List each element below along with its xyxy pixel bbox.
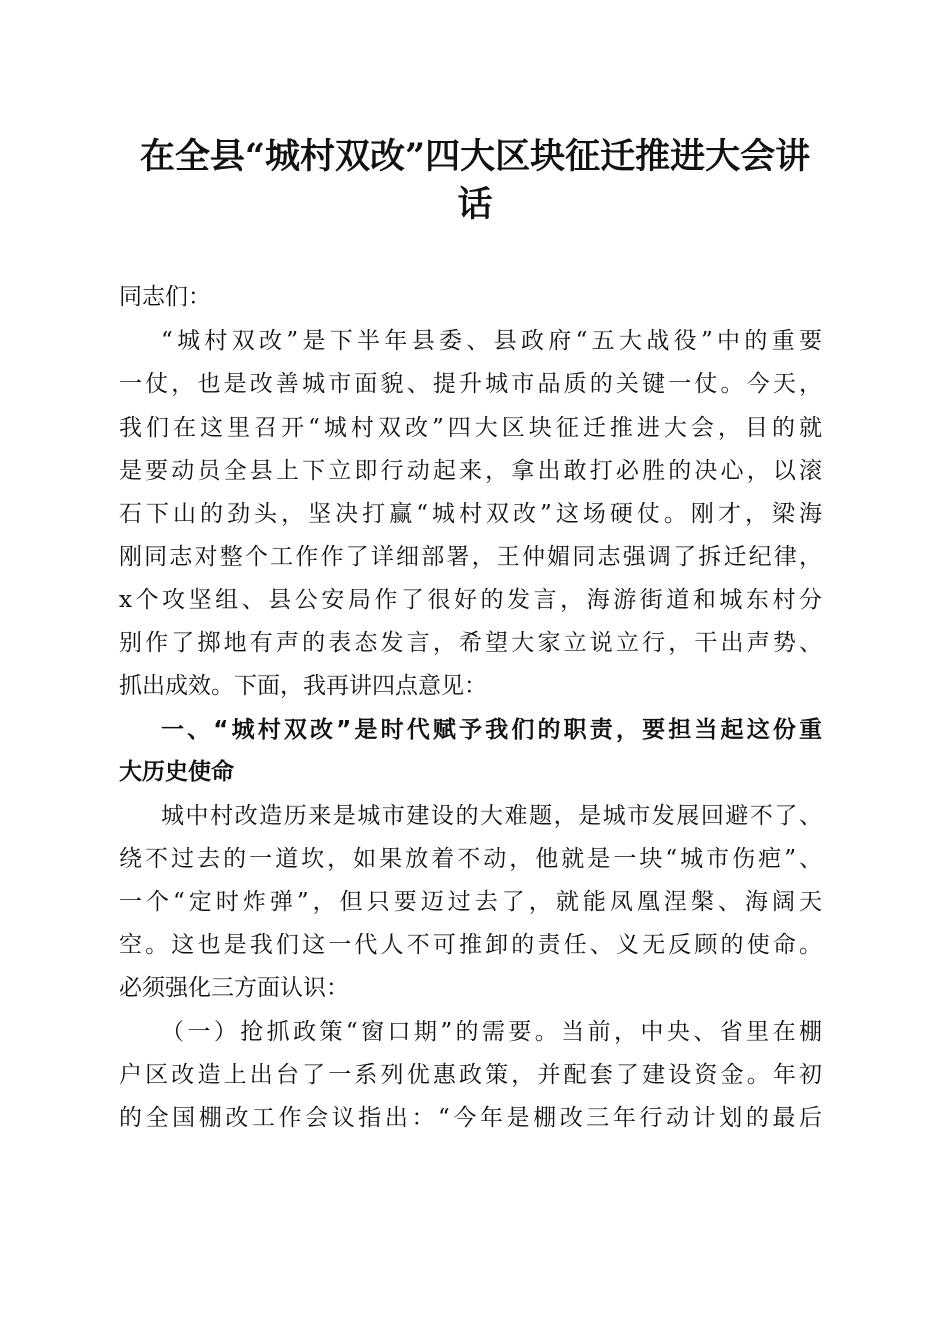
body-line: 一仗，也是改善城市面貌、提升城市品质的关键一仗。今天， bbox=[119, 371, 822, 397]
body-line: “城村双改”是下半年县委、县政府“五大战役”中的重要 bbox=[161, 328, 822, 354]
body-line: 的全国棚改工作会议指出：“今年是棚改三年行动计划的最后 bbox=[119, 1105, 822, 1131]
body-line: 户区改造上出台了一系列优惠政策，并配套了建设资金。年初 bbox=[119, 1062, 822, 1088]
section-heading-1: 一、“城村双改”是时代赋予我们的职责，要担当起这份重 bbox=[161, 717, 822, 743]
document-title-line-1: 在全县“城村双改”四大区块征迁推进大会讲 bbox=[139, 136, 811, 177]
body-line: 必须强化三方面认识： bbox=[119, 975, 349, 1001]
body-line: 我们在这里召开“城村双改”四大区块征迁推进大会，目的就 bbox=[119, 415, 822, 441]
section-heading-1-cont: 大历史使命 bbox=[119, 759, 234, 785]
subsection-line: （一）抢抓政策“窗口期”的需要。当前，中央、省里在棚 bbox=[161, 1019, 822, 1045]
body-line: 石下山的劲头，坚决打赢“城村双改”这场硬仗。刚才，梁海 bbox=[119, 501, 822, 527]
document-title-line-2: 话 bbox=[457, 184, 493, 225]
salutation: 同志们： bbox=[119, 284, 211, 310]
body-line: 刚同志对整个工作作了详细部署，王仲媚同志强调了拆迁纪律， bbox=[119, 544, 822, 570]
body-line: 一个“定时炸弹”，但只要迈过去了，就能凤凰涅槃、海阔天 bbox=[119, 889, 822, 915]
body-line: 别作了掷地有声的表态发言，希望大家立说立行，干出声势、 bbox=[119, 630, 822, 656]
body-line: x个攻坚组、县公安局作了很好的发言，海游街道和城东村分 bbox=[119, 587, 822, 613]
body-line: 空。这也是我们这一代人不可推卸的责任、义无反顾的使命。 bbox=[119, 932, 822, 958]
body-line: 城中村改造历来是城市建设的大难题，是城市发展回避不了、 bbox=[161, 803, 822, 829]
body-line: 绕不过去的一道坎，如果放着不动，他就是一块“城市伤疤”、 bbox=[119, 846, 822, 872]
body-line: 是要动员全县上下立即行动起来，拿出敢打必胜的决心，以滚 bbox=[119, 458, 822, 484]
body-line: 抓出成效。下面，我再讲四点意见： bbox=[119, 673, 487, 699]
